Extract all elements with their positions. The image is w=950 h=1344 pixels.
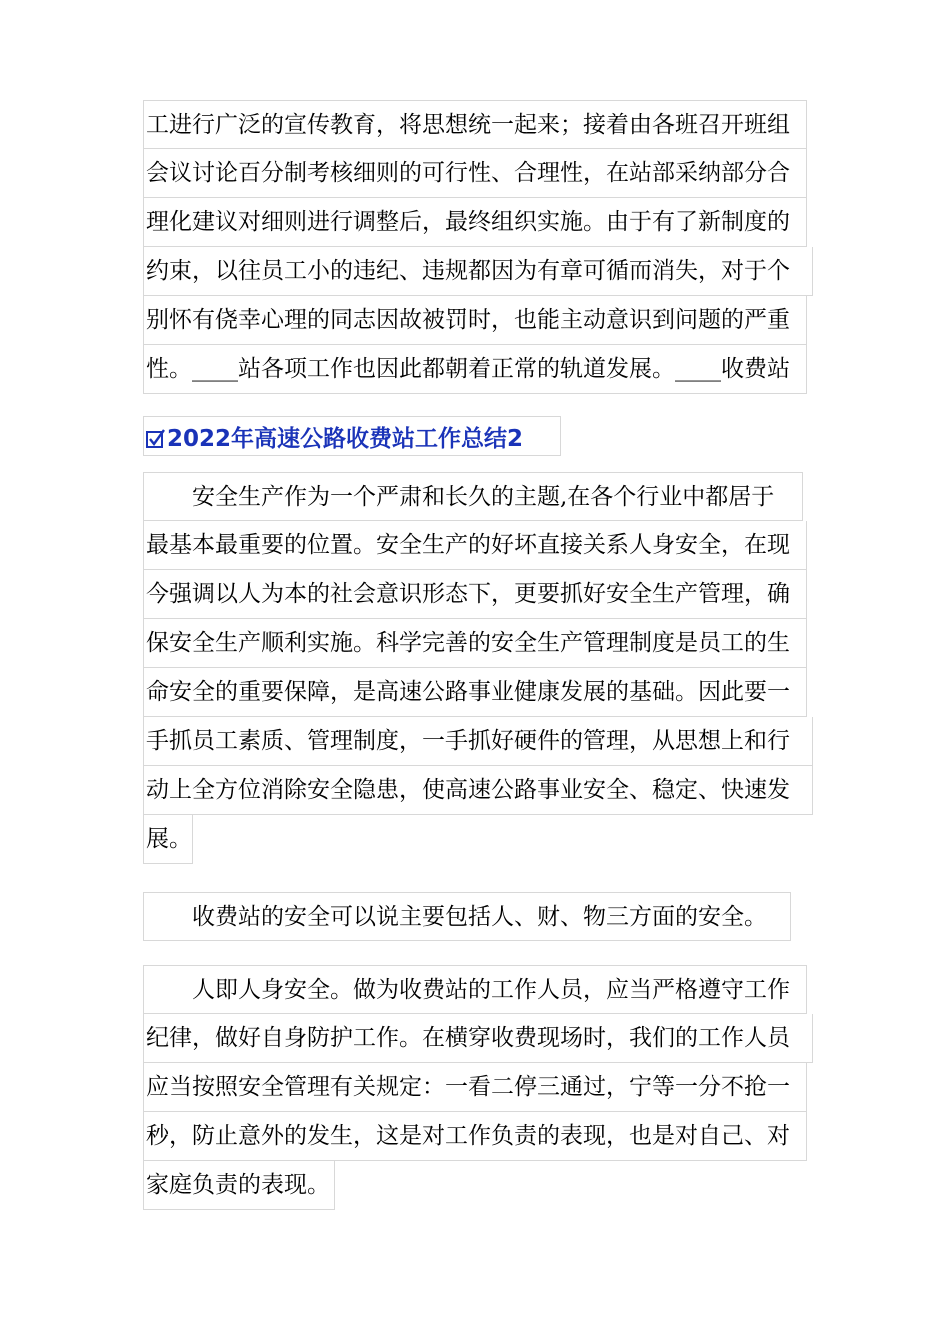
checkbox-checked-icon: [146, 429, 166, 449]
paragraph-safety-intro: [143, 472, 813, 864]
text-line: 约束，以往员工小的违纪、违规都因为有章可循而消失，对于个: [143, 247, 813, 296]
text-line: 性。____站各项工作也因此都朝着正常的轨道发展。____收费站: [143, 345, 807, 394]
text-line: 动上全方位消除安全隐患，使高速公路事业安全、稳定、快速发: [143, 766, 813, 815]
paragraph-personal-safety: [143, 965, 813, 1210]
text-line: 今强调以人为本的社会意识形态下，更要抓好安全生产管理，确: [143, 570, 807, 619]
section-heading-text: 2022年高速公路收费站工作总结2: [167, 425, 524, 452]
text-line: 纪律，做好自身防护工作。在横穿收费现场时，我们的工作人员: [143, 1014, 813, 1063]
text-line: 会议讨论百分制考核细则的可行性、合理性，在站部采纳部分合: [143, 149, 807, 198]
section-heading: [143, 416, 561, 456]
text-line: 工进行广泛的宣传教育，将思想统一起来；接着由各班召开班组: [143, 100, 807, 149]
text-line: 家庭负责的表现。: [143, 1161, 335, 1210]
text-line: 安全生产作为一个严肃和长久的主题,在各个行业中都居于: [143, 472, 803, 521]
text-line: 秒，防止意外的发生，这是对工作负责的表现，也是对自己、对: [143, 1112, 807, 1161]
paragraph-safety-scope: [143, 892, 791, 941]
text-line: 理化建议对细则进行调整后，最终组织实施。由于有了新制度的: [143, 198, 807, 247]
text-line: 保安全生产顺利实施。科学完善的安全生产管理制度是员工的生: [143, 619, 807, 668]
text-line: 别怀有侥幸心理的同志因故被罚时，也能主动意识到问题的严重: [143, 296, 807, 345]
text-line: 最基本最重要的位置。安全生产的好坏直接关系人身安全，在现: [143, 521, 807, 570]
paragraph-continuation: [143, 100, 813, 394]
text-line: 收费站的安全可以说主要包括人、财、物三方面的安全。: [143, 892, 791, 941]
text-line: 人即人身安全。做为收费站的工作人员，应当严格遵守工作: [143, 965, 807, 1014]
text-line: 展。: [143, 815, 193, 864]
text-line: 手抓员工素质、管理制度，一手抓好硬件的管理，从思想上和行: [143, 717, 813, 766]
text-line: 应当按照安全管理有关规定：一看二停三通过，宁等一分不抢一: [143, 1063, 807, 1112]
text-line: 命安全的重要保障，是高速公路事业健康发展的基础。因此要一: [143, 668, 807, 717]
